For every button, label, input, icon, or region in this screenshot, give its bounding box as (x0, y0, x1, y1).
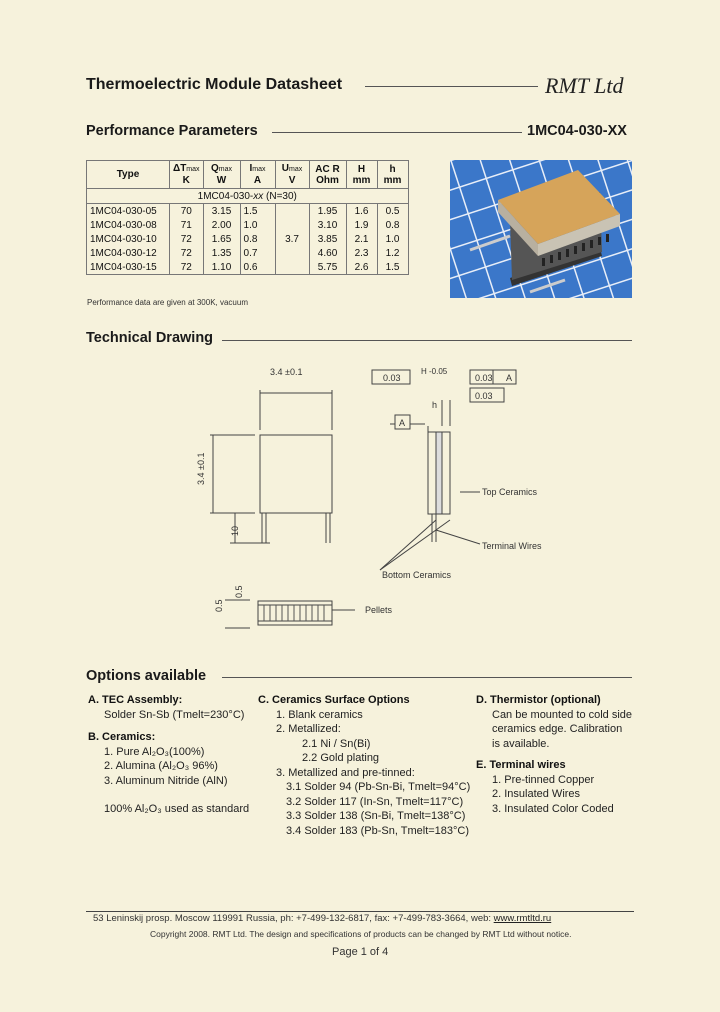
option-e-title: E. Terminal wires (476, 759, 566, 771)
section-options-heading: Options available (86, 668, 207, 684)
col-H-header: H mm (346, 161, 377, 189)
document-title: Thermoelectric Module Datasheet (86, 76, 343, 93)
dim-height: 3.4 ±0.1 (196, 452, 206, 485)
col-i-header: Imax A (240, 161, 275, 189)
footer-web-link[interactable]: www.rmtltd.ru (493, 913, 552, 924)
col-q-header: Qmax W (203, 161, 240, 189)
performance-note: Performance data are given at 300K, vacuum (87, 298, 248, 307)
option-b-title: B. Ceramics: (88, 731, 156, 743)
option-e-item: 2. Insulated Wires (492, 788, 581, 800)
table-row (87, 218, 409, 232)
option-d-item: ceramics edge. Calibration (492, 723, 623, 735)
section-drawing-heading: Technical Drawing (86, 330, 214, 346)
option-c-item: 3. Metallized and pre-tinned: (276, 766, 415, 779)
option-b-item: 1. Pure Al₂O₃(100%) (104, 745, 205, 758)
section-performance-heading: Performance Parameters (86, 123, 258, 139)
cell-H: 2.1 (346, 232, 377, 246)
flatness-value: 0.03 (383, 373, 401, 383)
table-row (87, 260, 409, 275)
cell-h: 0.5 (377, 204, 408, 219)
footer-rule (86, 911, 634, 912)
options-rule (222, 677, 632, 678)
cell-dt: 70 (170, 204, 204, 219)
cell-h: 1.2 (377, 246, 408, 260)
option-b-item: 3. Aluminum Nitride (AlN) (104, 774, 228, 787)
cell-H: 1.6 (346, 204, 377, 219)
option-d-item: Can be mounted to cold side (492, 708, 633, 721)
footer-address (93, 913, 551, 924)
performance-table (86, 160, 409, 275)
cell-dt: 72 (170, 232, 204, 246)
option-c-item: 2. Metallized: (276, 723, 341, 735)
cell-H: 1.9 (346, 218, 377, 232)
option-d-title: D. Thermistor (optional) (476, 694, 601, 706)
cell-r: 1.95 (309, 204, 346, 219)
label-h: h (432, 400, 438, 410)
cell-h: 1.5 (377, 260, 408, 275)
cell-dt: 72 (170, 260, 204, 275)
cell-type: 1MC04-030-15 (87, 260, 170, 275)
table-group-row (87, 189, 409, 204)
col-r-header: AC R Ohm (309, 161, 346, 189)
parallel-value-2: 0.03 (475, 391, 493, 401)
page-number: Page 1 of 4 (332, 946, 389, 958)
footer-address-text: 53 Leninskij prosp. Moscow 119991 Russia, ph: +7-499-132-6817, fax: +7-499-783-3664, web: (93, 913, 494, 924)
option-c-item: 1. Blank ceramics (276, 708, 363, 721)
option-b-item: 2. Alumina (Al₂O₃ 96%) (104, 760, 218, 772)
label-terminal-wires: Terminal Wires (482, 541, 542, 551)
cell-type: 1MC04-030-08 (87, 218, 170, 232)
table-row (87, 204, 409, 219)
drawing-rule (222, 340, 632, 341)
option-c (258, 693, 473, 838)
dim-lead: 10 (230, 525, 240, 536)
cell-i: 1.5 (240, 204, 275, 219)
cell-q: 1.10 (203, 260, 240, 275)
cell-r: 3.10 (309, 218, 346, 232)
header-rule (365, 86, 538, 87)
col-dt-header: ΔTmax K (170, 161, 204, 189)
dim-width: 3.4 ±0.1 (270, 367, 303, 377)
brand-name: RMT Ltd (545, 73, 624, 98)
option-d-item: is available. (492, 737, 550, 750)
option-a-item: Solder Sn-Sb (Tmelt=230°C) (104, 708, 245, 721)
label-top-ceramics: Top Ceramics (482, 487, 538, 497)
cell-i: 0.7 (240, 246, 275, 260)
dim-b: 0.5 (234, 585, 244, 598)
cell-H: 2.3 (346, 246, 377, 260)
option-d (476, 693, 636, 816)
col-u-header: Umax V (275, 161, 309, 189)
option-a (88, 693, 256, 817)
option-c-item: 3.1 Solder 94 (Pb-Sn-Bi, Tmelt=94°C) (286, 781, 471, 793)
label-pellets: Pellets (365, 605, 393, 615)
cell-i: 0.8 (240, 232, 275, 246)
col-type-header: Type (87, 161, 170, 189)
cell-h: 1.0 (377, 232, 408, 246)
cell-H: 2.6 (346, 260, 377, 275)
cell-r: 5.75 (309, 260, 346, 275)
label-bottom-ceramics: Bottom Ceramics (382, 570, 452, 580)
option-c-item: 2.2 Gold plating (302, 752, 380, 764)
parallel-value: 0.03 (475, 373, 493, 383)
model-number: 1MC04-030-XX (527, 123, 627, 139)
option-c-title: C. Ceramics Surface Options (258, 694, 410, 706)
cell-type: 1MC04-030-12 (87, 246, 170, 260)
option-e-item: 1. Pre-tinned Copper (492, 773, 595, 786)
table-row (87, 232, 409, 246)
cell-q: 1.35 (203, 246, 240, 260)
cell-q: 3.15 (203, 204, 240, 219)
option-c-item: 3.2 Solder 117 (In-Sn, Tmelt=117°C) (286, 795, 464, 808)
table-header-row (87, 161, 409, 189)
cell-dt: 71 (170, 218, 204, 232)
technical-drawing (180, 360, 580, 630)
product-photo (450, 160, 632, 298)
tec-module-image (450, 160, 632, 298)
module-top-view (260, 435, 332, 513)
cell-type: 1MC04-030-05 (87, 204, 170, 219)
option-c-item: 3.3 Solder 138 (Sn-Bi, Tmelt=138°C) (286, 810, 466, 822)
cell-type: 1MC04-030-10 (87, 232, 170, 246)
cell-i: 1.0 (240, 218, 275, 232)
option-a-title: A. TEC Assembly: (88, 694, 183, 706)
datum-a: A (399, 418, 406, 428)
cell-umax-shared: 3.7 (275, 204, 309, 275)
option-c-item: 2.1 Ni / Sn(Bi) (302, 737, 371, 750)
table-row (87, 246, 409, 260)
cell-q: 1.65 (203, 232, 240, 246)
option-c-item: 3.4 Solder 183 (Pb-Sn, Tmelt=183°C) (286, 824, 470, 837)
cell-i: 0.6 (240, 260, 275, 275)
option-b-note: 100% Al₂O₃ used as standard (104, 803, 250, 815)
col-h-header: h mm (377, 161, 408, 189)
performance-rule (272, 132, 522, 133)
cell-r: 4.60 (309, 246, 346, 260)
cell-dt: 72 (170, 246, 204, 260)
h-tolerance: H -0.05 (421, 367, 448, 376)
cell-r: 3.85 (309, 232, 346, 246)
cell-h: 0.8 (377, 218, 408, 232)
dim-a: 0.5 (214, 599, 224, 612)
cell-q: 2.00 (203, 218, 240, 232)
option-e-item: 3. Insulated Color Coded (492, 802, 614, 815)
datum-ref: A (506, 373, 513, 383)
group-label: 1MC04-030-xx (N=30) (87, 189, 409, 204)
footer-copyright: Copyright 2008. RMT Ltd. The design and specifications of products can be changed by RMT Ltd without notice. (150, 929, 572, 939)
